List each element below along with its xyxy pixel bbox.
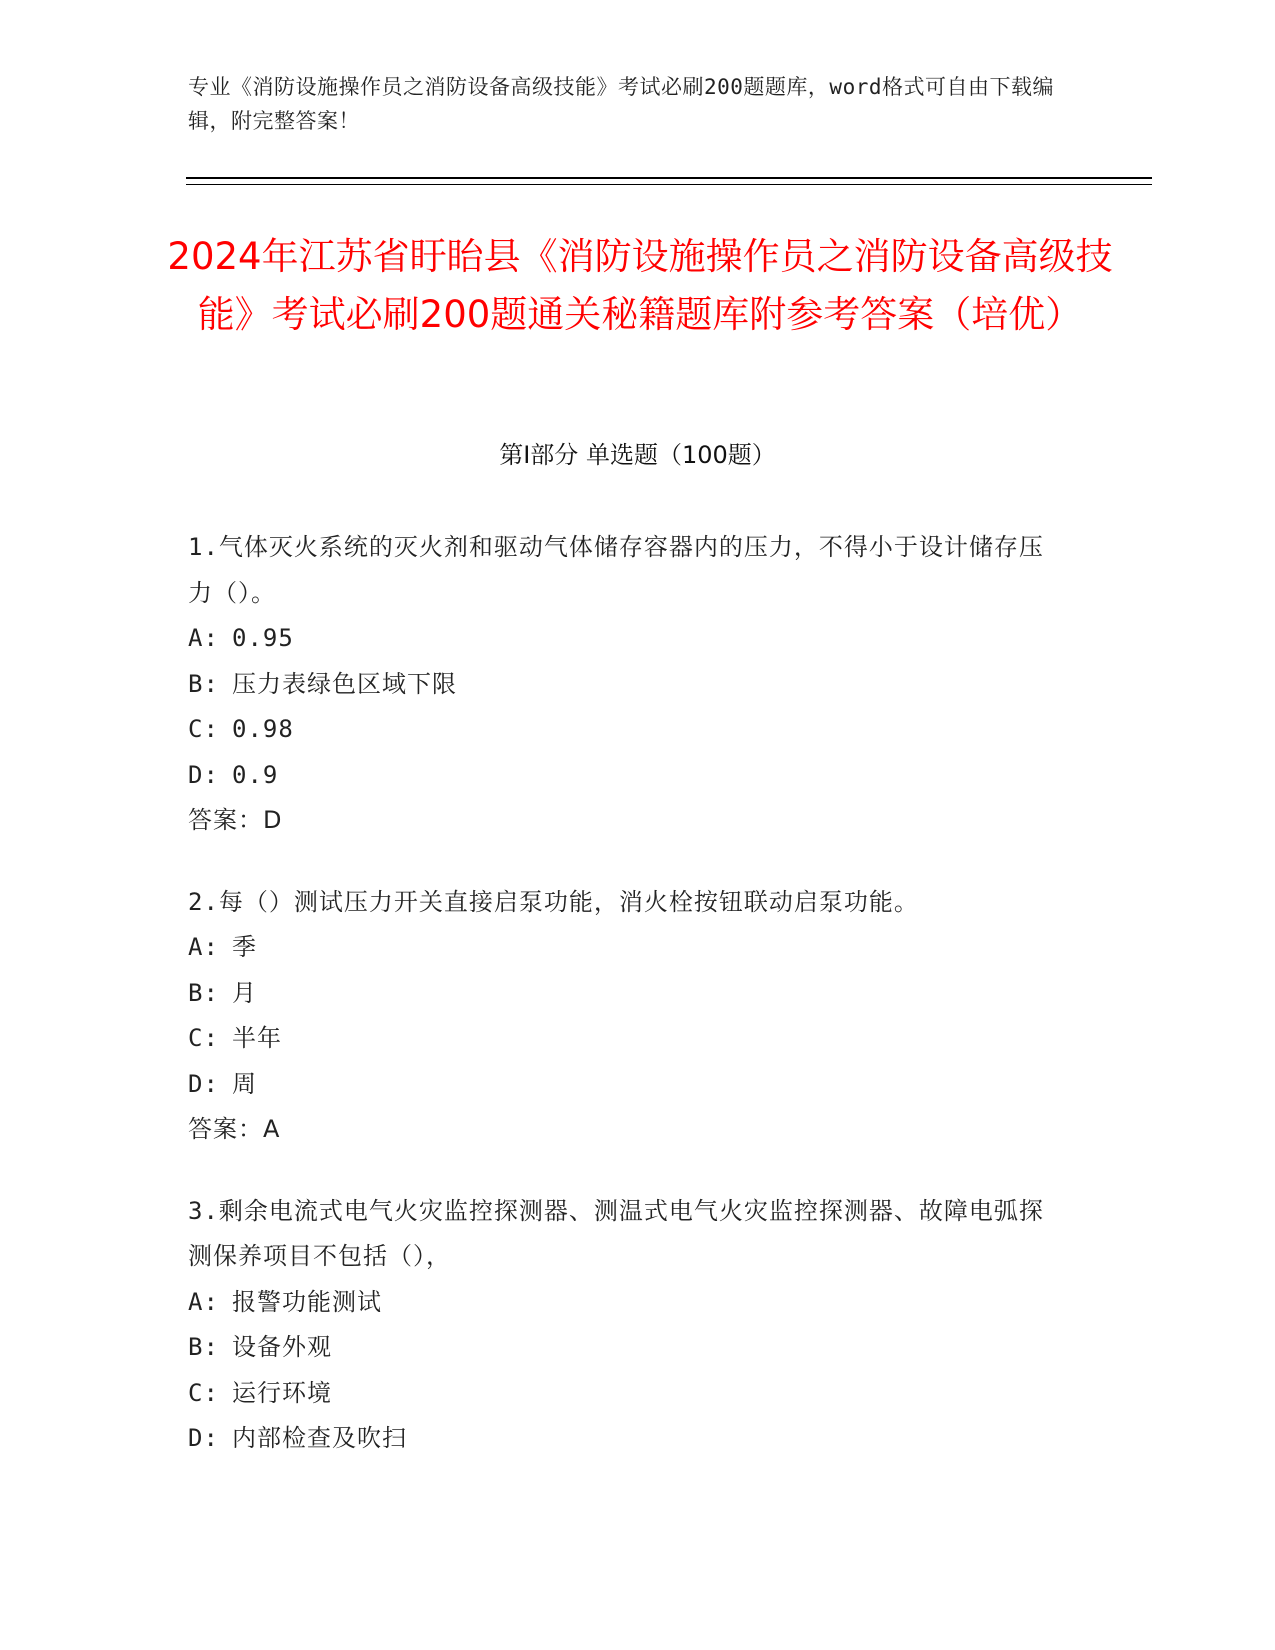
option-letter: D: xyxy=(188,1424,219,1452)
option-text: 运行环境 xyxy=(232,1378,332,1407)
option-letter: B: xyxy=(188,669,219,698)
option-d xyxy=(188,753,1068,799)
question-stem: 3.剩余电流式电气火灾监控探测器、测温式电气火灾监控探测器、故障电弧探测保养项目不包括（）， xyxy=(188,1196,1044,1270)
option-d xyxy=(188,1416,1068,1462)
option-letter: B: xyxy=(188,978,219,1007)
option-letter: C: xyxy=(188,715,219,743)
option-text: 压力表绿色区域下限 xyxy=(232,669,457,698)
option-letter: C: xyxy=(188,1378,219,1407)
option-b xyxy=(188,971,1068,1017)
question-list xyxy=(188,525,1068,1498)
option-c xyxy=(188,707,1068,753)
option-a xyxy=(188,925,1068,971)
option-c xyxy=(188,1016,1068,1062)
section-title: 第Ⅰ部分 单选题（100题） xyxy=(499,441,776,469)
question-2 xyxy=(188,880,1068,1153)
option-text: 0.9 xyxy=(232,760,279,789)
answer-line: 答案：D xyxy=(188,806,283,834)
option-text: 设备外观 xyxy=(232,1333,332,1361)
document-title: 2024年江苏省盱眙县《消防设施操作员之消防设备高级技能》考试必刷200题通关秘籍题库附参考答案（培优） xyxy=(167,235,1113,336)
question-stem: 1.气体灭火系统的灭火剂和驱动气体储存容器内的压力，不得小于设计储存压力（）。 xyxy=(188,533,1044,607)
option-letter: A: xyxy=(188,933,219,961)
option-a xyxy=(188,616,1068,662)
option-text: 周 xyxy=(232,1069,257,1098)
option-b xyxy=(188,662,1068,708)
option-text: 月 xyxy=(232,978,257,1007)
option-letter: B: xyxy=(188,1333,219,1361)
option-text: 内部检查及吹扫 xyxy=(232,1424,407,1452)
question-stem: 2.每（）测试压力开关直接启泵功能，消火栓按钮联动启泵功能。 xyxy=(188,887,919,916)
option-letter: D: xyxy=(188,1069,219,1098)
header-divider-thin xyxy=(186,184,1152,185)
option-d xyxy=(188,1062,1068,1108)
option-text: 0.98 xyxy=(232,715,294,743)
option-text: 半年 xyxy=(232,1024,282,1052)
option-text: 0.95 xyxy=(232,624,294,652)
question-1 xyxy=(188,525,1068,844)
header-note: 专业《消防设施操作员之消防设备高级技能》考试必刷200题题库，word格式可自由下载编辑，附完整答案！ xyxy=(188,75,1054,133)
option-letter: A: xyxy=(188,624,219,652)
option-a xyxy=(188,1280,1068,1326)
answer-line: 答案：A xyxy=(188,1115,281,1143)
header-divider-thick xyxy=(186,177,1152,179)
option-letter: A: xyxy=(188,1287,219,1316)
option-letter: C: xyxy=(188,1024,219,1052)
question-3 xyxy=(188,1189,1068,1462)
option-c xyxy=(188,1371,1068,1417)
option-letter: D: xyxy=(188,760,219,789)
option-text: 季 xyxy=(232,933,257,961)
option-b xyxy=(188,1325,1068,1371)
option-text: 报警功能测试 xyxy=(232,1287,382,1316)
